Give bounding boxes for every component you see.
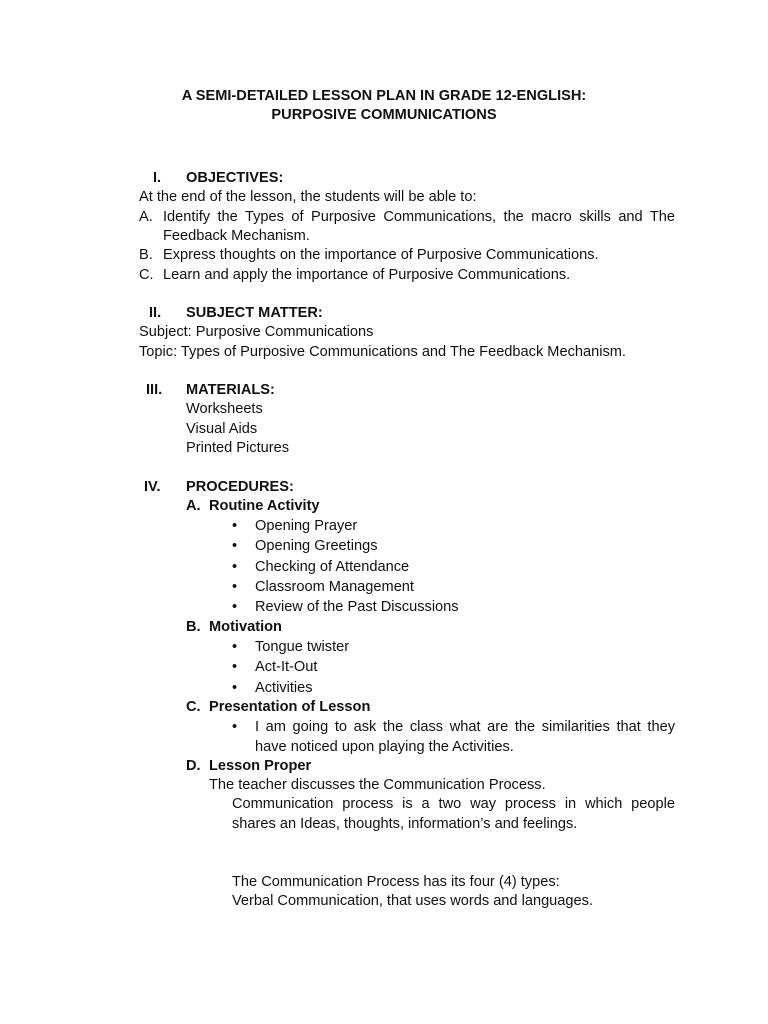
subject-line: Subject: Purposive Communications (139, 324, 374, 340)
objective-text-a-line-2: Feedback Mechanism. (163, 228, 310, 244)
material-item: Printed Pictures (186, 440, 290, 456)
section-heading-procedures: PROCEDURES: (186, 479, 294, 495)
communication-process-line-1: Communication process is a two way process in which people (232, 796, 675, 812)
list-item: Review of the Past Discussions (255, 599, 459, 615)
objective-text-b: Express thoughts on the importance of Purposive Communications. (163, 247, 599, 263)
list-item: Activities (255, 680, 313, 696)
section-number-objectives: I. (153, 170, 162, 186)
verbal-communication-line: Verbal Communication, that uses words and languages. (232, 893, 594, 909)
subsection-letter-presentation: C. (186, 699, 201, 715)
bullet-icon: • (232, 659, 238, 675)
section-number-subject-matter: II. (149, 305, 162, 321)
topic-line: Topic: Types of Purposive Communications and The Feedback Mechanism. (139, 344, 626, 360)
subsection-title-motivation: Motivation (209, 619, 282, 635)
bullet-icon: • (232, 579, 238, 595)
section-number-materials: III. (146, 382, 163, 398)
section-heading-objectives: OBJECTIVES: (186, 170, 284, 186)
objective-letter-c: C. (139, 267, 154, 283)
list-item: Act-It-Out (255, 659, 318, 675)
objective-text-a-line-1: Identify the Types of Purposive Communications, the macro skills and The (163, 209, 675, 225)
objective-letter-a: A. (139, 209, 153, 225)
bullet-icon: • (232, 559, 238, 575)
subsection-letter-motivation: B. (186, 619, 201, 635)
section-heading-subject-matter: SUBJECT MATTER: (186, 305, 323, 321)
communication-types-intro: The Communication Process has its four (4) types: (232, 874, 560, 890)
section-heading-materials: MATERIALS: (186, 382, 275, 398)
bullet-icon: • (232, 518, 238, 534)
bullet-icon: • (232, 719, 238, 735)
section-number-procedures: IV. (144, 479, 161, 495)
document-title-line-1: A SEMI-DETAILED LESSON PLAN IN GRADE 12-ENGLISH: (181, 88, 587, 104)
communication-process-line-2: shares an Ideas, thoughts, information’s and feelings. (232, 816, 578, 832)
objective-text-c: Learn and apply the importance of Purposive Communications. (163, 267, 571, 283)
objectives-intro: At the end of the lesson, the students will be able to: (139, 189, 477, 205)
list-item: Tongue twister (255, 639, 350, 655)
objective-letter-b: B. (139, 247, 153, 263)
bullet-icon: • (232, 599, 238, 615)
list-item: Classroom Management (255, 579, 414, 595)
bullet-icon: • (232, 538, 238, 554)
presentation-item-line-1: I am going to ask the class what are the similarities that they (255, 719, 675, 735)
bullet-icon: • (232, 680, 238, 696)
list-item: Opening Greetings (255, 538, 378, 554)
material-item: Worksheets (186, 401, 263, 417)
document-title-line-2: PURPOSIVE COMMUNICATIONS (271, 107, 497, 123)
list-item: Checking of Attendance (255, 559, 410, 575)
subsection-title-routine: Routine Activity (209, 498, 320, 514)
list-item: Opening Prayer (255, 518, 358, 534)
lesson-proper-intro: The teacher discusses the Communication Process. (209, 777, 546, 793)
subsection-title-lesson-proper: Lesson Proper (209, 758, 312, 774)
bullet-icon: • (232, 639, 238, 655)
subsection-letter-routine: A. (186, 498, 201, 514)
presentation-item-line-2: have noticed upon playing the Activities. (255, 739, 514, 755)
subsection-title-presentation: Presentation of Lesson (209, 699, 371, 715)
material-item: Visual Aids (186, 421, 258, 437)
subsection-letter-lesson-proper: D. (186, 758, 201, 774)
